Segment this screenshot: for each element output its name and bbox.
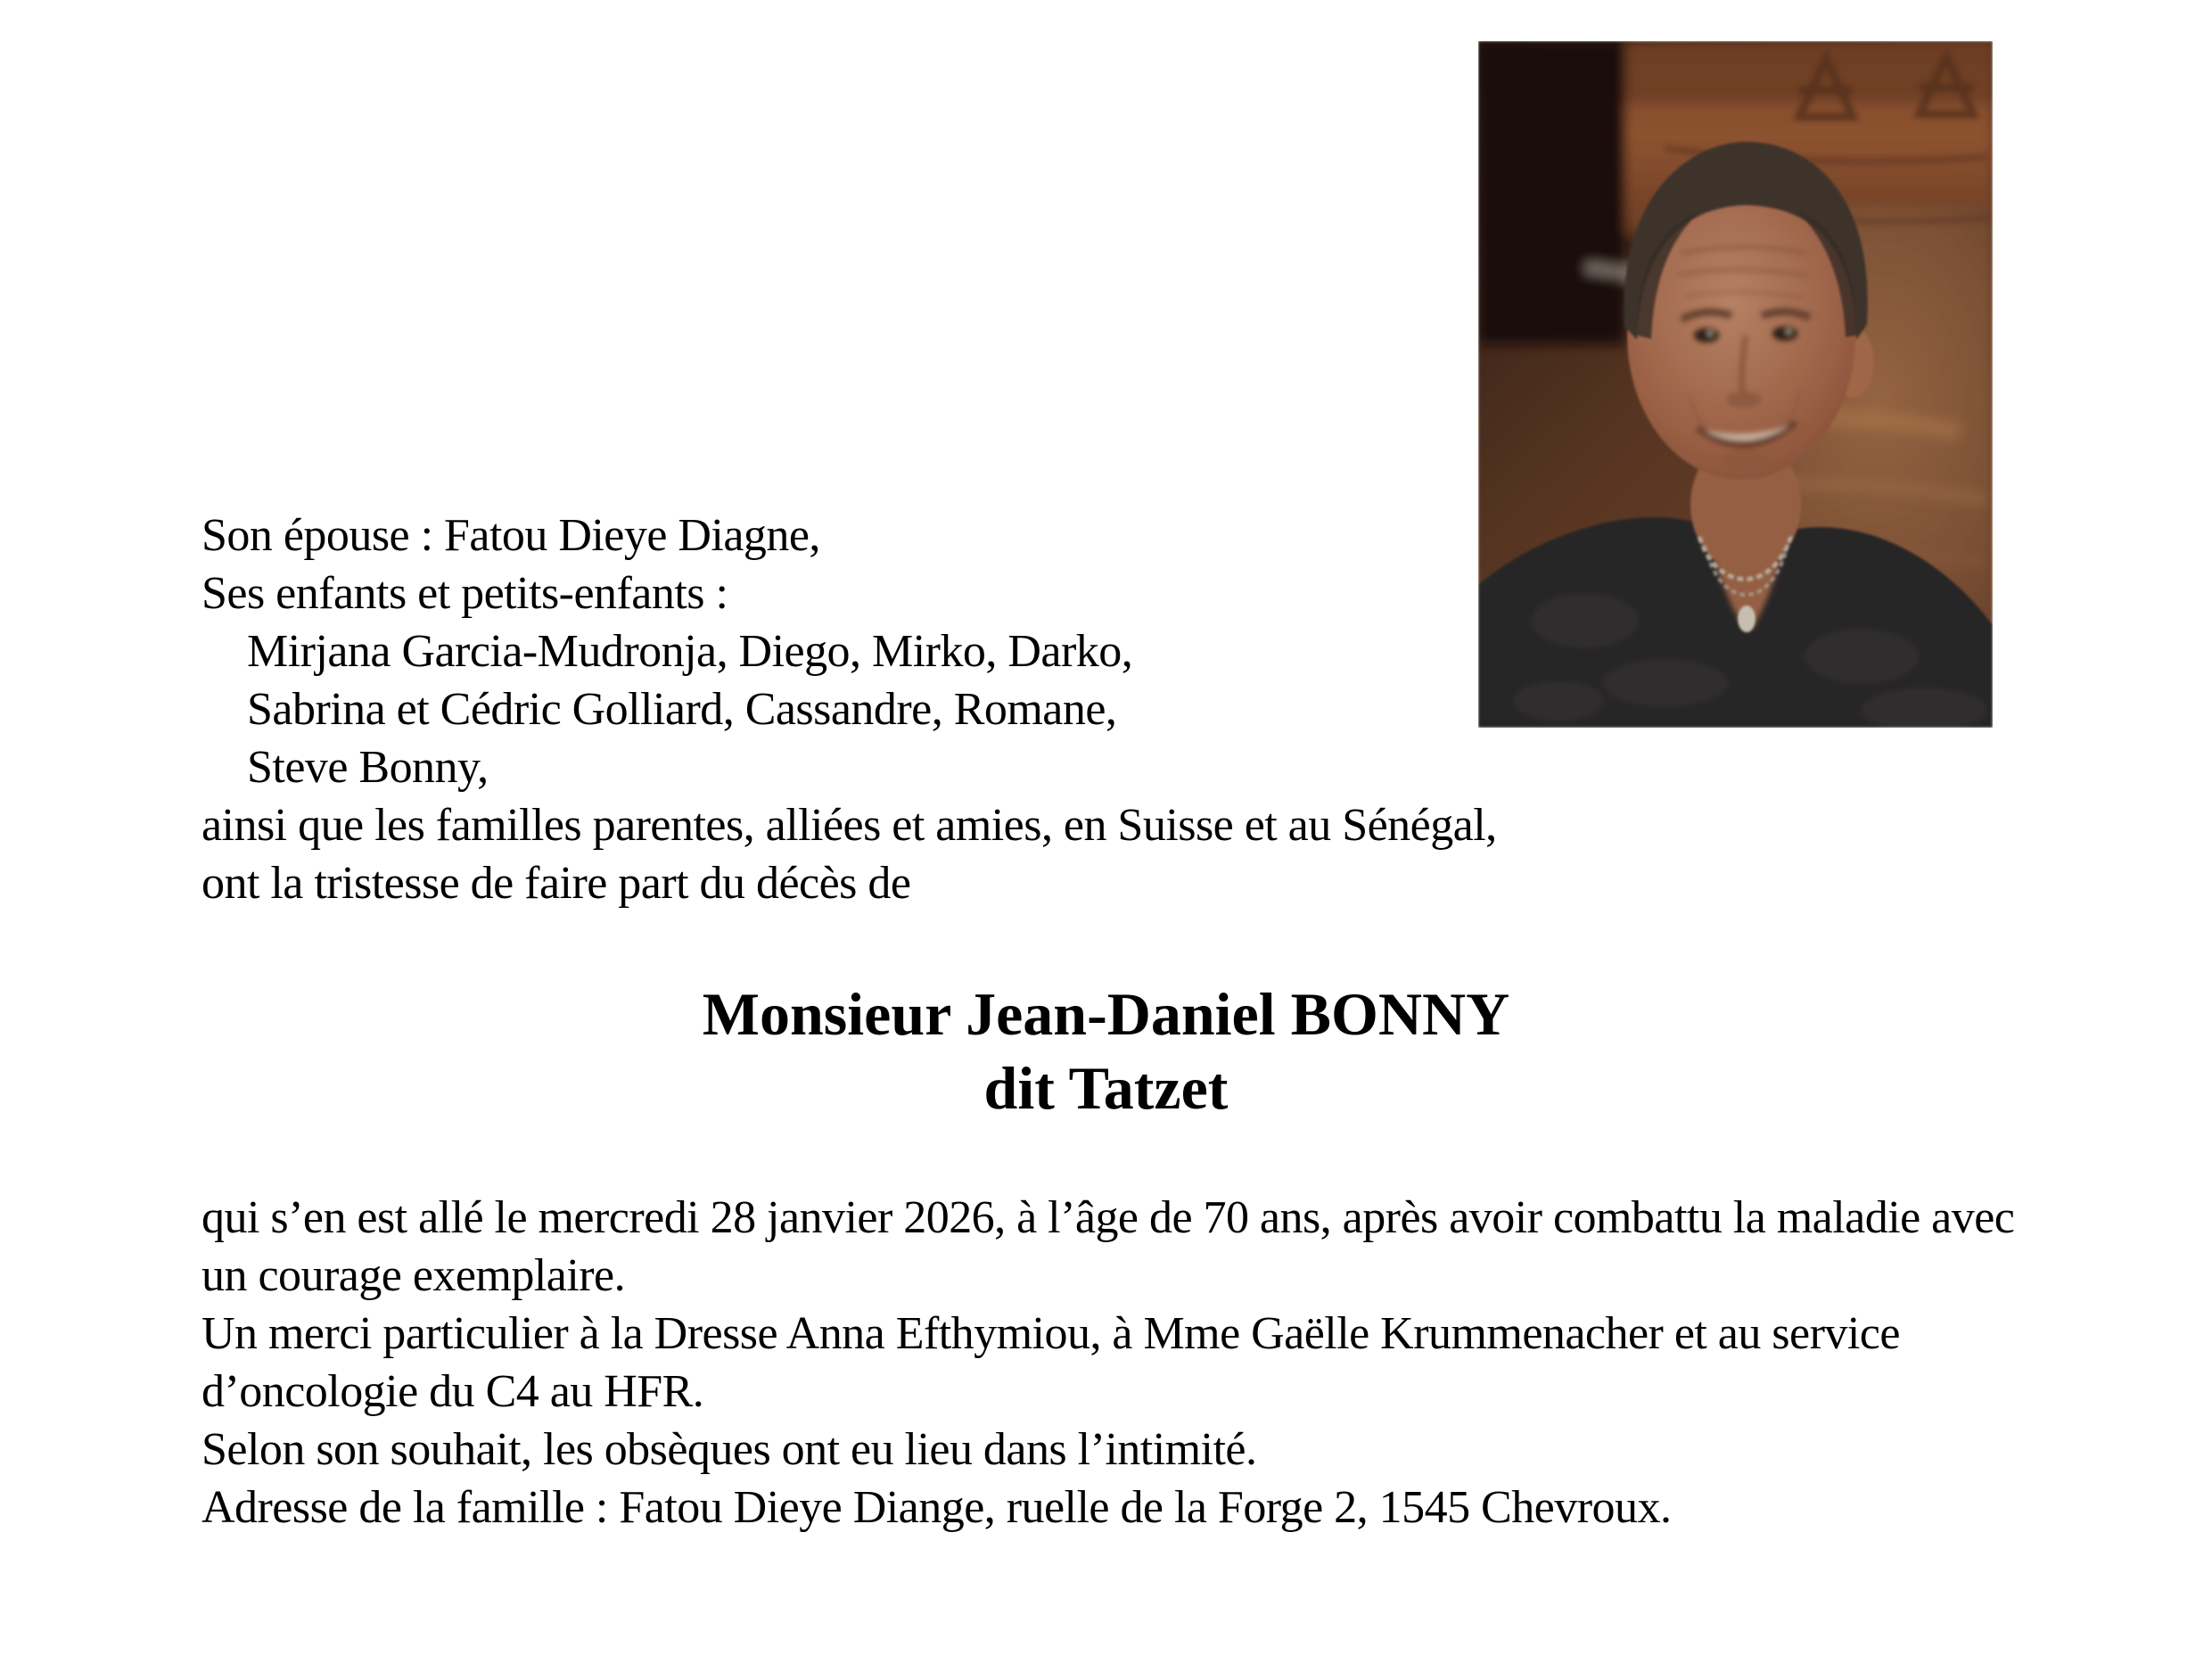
details-line: un courage exemplaire. — [201, 1250, 626, 1301]
intro-line: ainsi que les familles parentes, alliées et amies, en Suisse et au Sénégal, — [201, 800, 1497, 851]
details-line: Adresse de la famille : Fatou Dieye Diange, ruelle de la Forge 2, 1545 Chevroux. — [201, 1482, 1672, 1533]
details-line: d’oncologie du C4 au HFR. — [201, 1366, 704, 1417]
deceased-name-title — [201, 977, 2011, 1125]
intro-line: ont la tristesse de faire part du décès de — [201, 858, 911, 909]
intro-line: Ses enfants et petits-enfants : — [201, 568, 728, 619]
details-line: Selon son souhait, les obsèques ont eu lieu dans l’intimité. — [201, 1424, 1257, 1475]
intro-line: Son épouse : Fatou Dieye Diagne, — [201, 510, 820, 561]
intro-line: Mirjana Garcia-Mudronja, Diego, Mirko, Darko, — [247, 626, 1133, 677]
details-line: Un merci particulier à la Dresse Anna Efthymiou, à Mme Gaëlle Krummenacher et au service — [201, 1308, 1900, 1359]
intro-line: Steve Bonny, — [247, 742, 489, 793]
deceased-name: Monsieur Jean-Daniel BONNY — [702, 980, 1510, 1048]
intro-paragraph — [201, 507, 2020, 912]
deceased-nickname: dit Tatzet — [983, 1054, 1229, 1122]
intro-line: Sabrina et Cédric Golliard, Cassandre, Romane, — [247, 684, 1117, 735]
details-line: qui s’en est allé le mercredi 28 janvier 2026, à l’âge de 70 ans, après avoir combattu la maladie avec — [201, 1192, 2015, 1243]
details-paragraph — [201, 1189, 2038, 1537]
